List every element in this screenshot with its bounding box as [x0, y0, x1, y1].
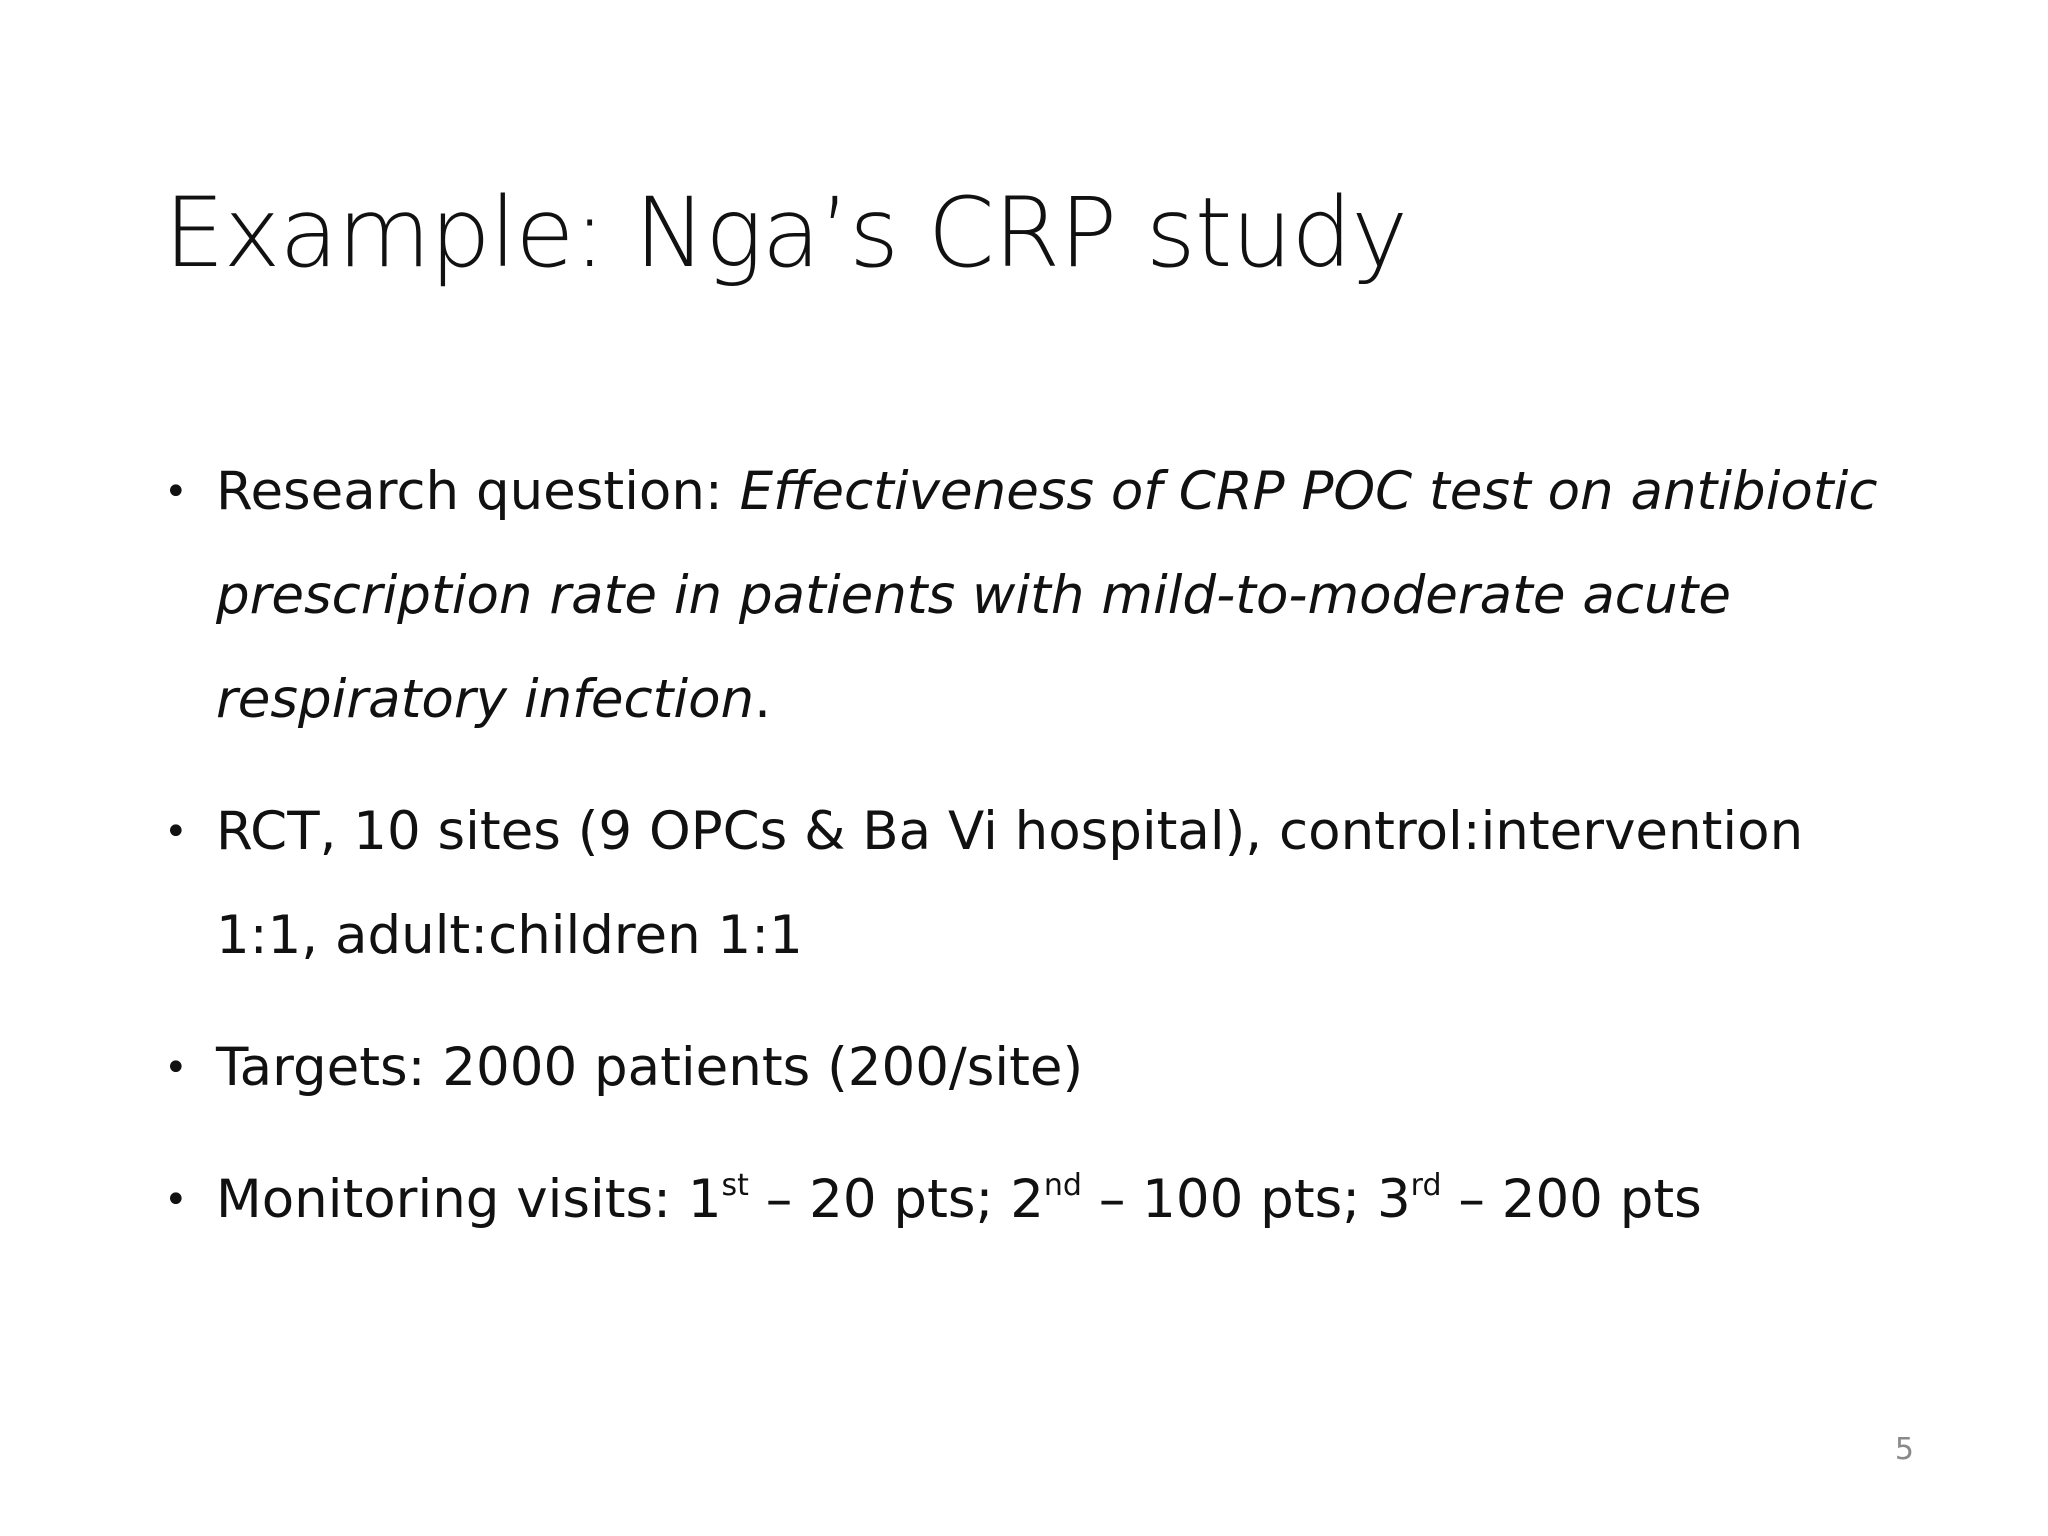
bullet-research-question — [164, 440, 1884, 752]
visit3-text: – 200 pts — [1441, 1169, 1702, 1230]
visit3-number: 3 — [1376, 1169, 1411, 1230]
visit1-number: 1 — [687, 1169, 722, 1230]
monitoring-label: Monitoring visits: — [216, 1169, 688, 1230]
targets-text: Targets: 2000 patients (200/site) — [216, 1037, 1084, 1098]
visit2-text: – 100 pts; — [1081, 1169, 1377, 1230]
slide-title: Example: Nga’s CRP study — [164, 177, 1408, 289]
bullet-icon: • — [164, 809, 188, 855]
bullet-study-design — [164, 780, 1884, 988]
visit1-text: – 20 pts; — [748, 1169, 1011, 1230]
page-number: 5 — [1894, 1432, 1914, 1467]
bullet-monitoring-visits — [164, 1148, 1884, 1252]
visit2-number: 2 — [1010, 1169, 1044, 1230]
research-question-label: Research question: — [216, 461, 740, 522]
visit3-ordinal: rd — [1410, 1168, 1442, 1203]
bullet-icon: • — [164, 469, 188, 515]
bullet-list — [164, 440, 1884, 1280]
bullet-icon: • — [164, 1177, 188, 1223]
research-question-end: . — [754, 669, 771, 730]
visit2-ordinal: nd — [1043, 1168, 1082, 1203]
visit1-ordinal: st — [721, 1168, 749, 1203]
bullet-targets — [164, 1016, 1884, 1120]
research-question-text: Effectiveness of CRP POC test on antibiotic prescription rate in patients with mild-to-moderate acute respiratory infection — [216, 461, 1878, 730]
study-design-text: RCT, 10 sites (9 OPCs & Ba Vi hospital), control:intervention 1:1, adult:children 1:1 — [216, 801, 1804, 966]
bullet-icon: • — [164, 1045, 188, 1091]
